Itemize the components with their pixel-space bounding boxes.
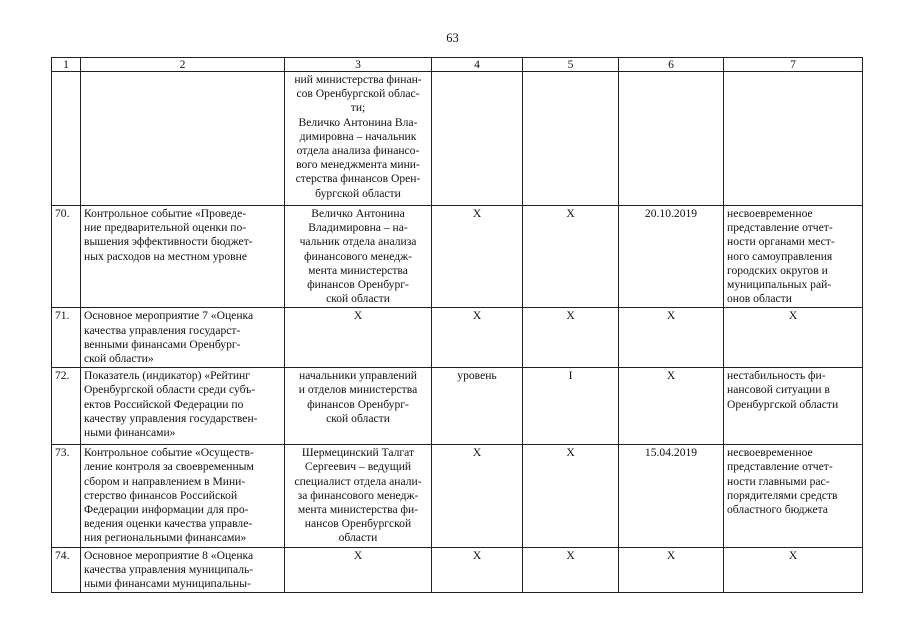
responsible-person-line: стерства финансов Орен- (295, 172, 421, 186)
risk-description (724, 308, 863, 368)
row-number: 74. (52, 547, 81, 593)
header-col-2: 2 (81, 58, 285, 72)
header-col-5: 5 (523, 58, 619, 72)
col4-value: X (432, 547, 523, 593)
header-col-7: 7 (724, 58, 863, 72)
risk-description-line: нестабильность фи- (727, 369, 826, 383)
responsible-person-line: Владимировна – на- (308, 221, 408, 235)
responsible-person-line: финансов Оренбург- (307, 397, 409, 411)
col4-value: X (432, 445, 523, 547)
event-description (81, 72, 285, 206)
header-col-4: 4 (432, 58, 523, 72)
responsible-person-line: начальники управлений (299, 369, 417, 383)
responsible-person-line: нансов Оренбургской (304, 517, 412, 531)
responsible-person-line: за финансового менедж- (297, 488, 419, 502)
responsible-person-line: бургской области (315, 186, 401, 200)
deadline-date: X (619, 308, 724, 368)
col5-value (523, 72, 619, 206)
risk-description-line: ности главными рас- (727, 474, 830, 488)
table-row (52, 547, 863, 593)
responsible-person-line: ний министерства финан- (294, 73, 422, 86)
event-description-line: качества управления государст- (84, 323, 241, 337)
table-row (52, 206, 863, 308)
deadline-date: 20.10.2019 (619, 206, 724, 308)
responsible-person-line: Величко Антонина Вла- (298, 115, 418, 129)
col4-value: X (432, 206, 523, 308)
responsible-person-line: Величко Антонина (311, 207, 405, 220)
event-description (81, 368, 285, 445)
risk-description (724, 368, 863, 445)
risk-description-line: несвоевременное (727, 446, 813, 460)
event-description-line: качеству управления государствен- (84, 411, 258, 425)
row-number: 71. (52, 308, 81, 368)
deadline-date: 15.04.2019 (619, 445, 724, 547)
risk-description-line: городских округов и (727, 263, 828, 277)
risk-description-line: нансовой ситуации в (727, 383, 830, 397)
event-description-line: венными финансами Оренбург- (84, 337, 241, 351)
responsible-person-line: ти; (350, 101, 366, 115)
responsible-person-line: X (353, 548, 363, 562)
deadline-date: X (619, 547, 724, 593)
responsible-person (285, 206, 432, 308)
risk-description-line: Оренбургской области (727, 397, 839, 411)
responsible-person-line: чальник отдела анализа (299, 235, 417, 249)
responsible-person (285, 445, 432, 547)
event-description-line: ными финансами» (84, 426, 176, 440)
risk-description-line: порядителями средств (727, 488, 838, 502)
responsible-person-line: и отделов министерства (298, 383, 418, 397)
responsible-person-line: ской области (326, 292, 390, 306)
responsible-person-line: финансового менедж- (303, 249, 413, 263)
table-row (52, 72, 863, 206)
responsible-person-line: Шермецинский Талгат (301, 446, 415, 460)
event-description-line: ектов Российской Федерации по (84, 397, 244, 411)
risk-description-line: представление отчет- (727, 221, 833, 235)
event-description (81, 547, 285, 593)
responsible-person-line: вого менеджмента мини- (296, 158, 420, 172)
event-description-line: Контрольное событие «Осуществ- (84, 446, 254, 460)
header-col-1: 1 (52, 58, 81, 72)
risk-description (724, 72, 863, 206)
event-description-line: Показатель (индикатор) «Рейтинг (84, 369, 250, 383)
row-number: 70. (52, 206, 81, 308)
risk-description-line: областного бюджета (727, 503, 828, 517)
event-description-line: Основное мероприятие 7 «Оценка (84, 309, 254, 323)
col5-value: X (523, 206, 619, 308)
responsible-person-line: отдела анализа финансо- (296, 144, 420, 158)
page-number: 63 (446, 31, 459, 45)
event-description-line: качества управления муниципаль- (84, 562, 254, 576)
risk-description (724, 547, 863, 593)
event-description-line: Федерации информации для про- (84, 503, 249, 517)
col4-value: X (432, 308, 523, 368)
risk-description-line: X (788, 309, 798, 323)
responsible-person-line: X (353, 309, 363, 323)
row-number: 72. (52, 368, 81, 445)
event-description-line: Оренбургской области среди субъ- (84, 383, 256, 397)
event-description-line: ния региональными финансами» (84, 531, 247, 545)
header-col-6: 6 (619, 58, 724, 72)
event-description (81, 445, 285, 547)
event-description-line: вышения эффективности бюджет- (84, 235, 253, 249)
col5-value: I (523, 368, 619, 445)
table-row (52, 368, 863, 445)
plan-table (51, 57, 863, 593)
col4-value: уровень (432, 368, 523, 445)
responsible-person (285, 368, 432, 445)
responsible-person-line: специалист отдела анали- (294, 474, 422, 488)
event-description-line: ными финансами муниципальны- (84, 577, 251, 591)
risk-description (724, 206, 863, 308)
col5-value: X (523, 547, 619, 593)
col5-value: X (523, 308, 619, 368)
row-number (52, 72, 81, 206)
risk-description-line: ного самоуправления (727, 249, 833, 263)
responsible-person-line: ской области (326, 411, 390, 425)
responsible-person-line: области (338, 531, 378, 545)
event-description-line: Контрольное событие «Проведе- (84, 207, 247, 220)
table-row (52, 308, 863, 368)
event-description-line: ние предварительной оценки по- (84, 221, 247, 235)
responsible-person-line: димировна – начальник (299, 129, 417, 143)
event-description-line: Основное мероприятие 8 «Оценка (84, 548, 254, 562)
event-description-line: стерство финансов Российской (84, 488, 238, 502)
responsible-person (285, 308, 432, 368)
col4-value (432, 72, 523, 206)
risk-description-line: ности органами мест- (727, 235, 835, 249)
event-description-line: ных расходов на местном уровне (84, 249, 247, 263)
responsible-person-line: мента министерства фи- (297, 503, 419, 517)
risk-description-line: муниципальных рай- (727, 278, 832, 292)
responsible-person (285, 547, 432, 593)
header-row (52, 58, 863, 72)
table-row (52, 445, 863, 547)
risk-description-line: X (788, 548, 798, 562)
event-description (81, 206, 285, 308)
col5-value: X (523, 445, 619, 547)
deadline-date (619, 72, 724, 206)
event-description-line: ление контроля за своевременным (84, 460, 254, 474)
event-description-line: ведения оценки качества управле- (84, 517, 253, 531)
responsible-person-line: Сергеевич – ведущий (304, 460, 412, 474)
risk-description-line: несвоевременное (727, 207, 813, 220)
event-description (81, 308, 285, 368)
risk-description (724, 445, 863, 547)
responsible-person-line: сов Оренбургской облас- (296, 87, 420, 101)
header-col-3: 3 (285, 58, 432, 72)
deadline-date: X (619, 368, 724, 445)
risk-description-line: представление отчет- (727, 460, 833, 474)
responsible-person (285, 72, 432, 206)
event-description-line: сбором и направлением в Мини- (84, 474, 246, 488)
responsible-person-line: финансов Оренбург- (307, 278, 409, 292)
risk-description-line: онов области (727, 292, 792, 306)
event-description-line: ской области» (84, 352, 154, 366)
responsible-person-line: мента министерства (308, 263, 408, 277)
row-number: 73. (52, 445, 81, 547)
